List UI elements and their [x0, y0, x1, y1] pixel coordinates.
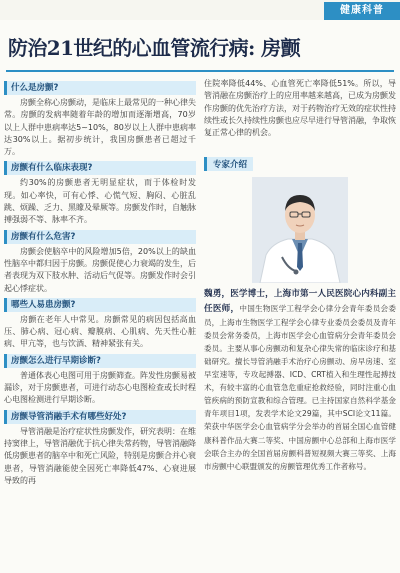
section-symptoms [4, 161, 196, 226]
article-headline: 防治21世纪的心血管流行病: 房颤 [8, 36, 300, 60]
expert-bio [204, 287, 396, 472]
continued-text: 住院率降低44%、心血管死亡率降低51%。所以，导管消融在房颤治疗上的应用率越来越高，已成为房颤发作房颤的优先治疗方法，对于药物治疗无效的症状性持续性或长久持续性房颤也应尽早进行导管消融，争取恢复正常心律的机会。 [204, 79, 396, 138]
doctor-portrait-icon [252, 177, 348, 283]
section-text: 约30%的房颤患者无明显症状，而于体检时发现。如心率快，可有心悸、心慌气短、胸闷、心脏乱跳、烦躁、乏力、黑矇及晕厥等。房颤发作时，自触脉搏强弱不等、脉率不齐。 [4, 178, 196, 225]
section-diagnosis [4, 354, 196, 407]
section-text: 导管消融是治疗症状性房颤发作，研究表明：在维持窦律上，导管消融优于抗心律失常药物，导管消融降低房颤患者的脑卒中和死亡风险，特别是房颤合并心衰患者，导管消融能使全因死亡率降低47%、心衰进展导致的再 [4, 426, 196, 485]
section-text: 房颤会使脑卒中的风险增加5倍，20%以上的缺血性脑卒中都归因于房颤。房颤促使心力衰竭的发生，后者表现为双下肢水肿、活动后气促等。房颤发作时会引起心悸症状。 [4, 246, 196, 293]
section-text: 房颤在老年人中常见。房颤常见的病因包括高血压、肺心病、冠心病、瓣膜病、心肌病、先天性心脏病、甲亢等，也与饮酒、精神紧张有关。 [4, 314, 196, 349]
doctor-portrait [252, 177, 348, 283]
section-risk-groups [4, 298, 196, 351]
expert-name: 魏勇，医学博士，上海市第一人民医院心内科副主任医师， [204, 289, 396, 314]
left-column [4, 78, 196, 570]
section-what-is-af [4, 81, 196, 158]
section-harms [4, 230, 196, 295]
right-column [204, 78, 396, 570]
section-heading: 房颤有什么危害? [4, 230, 196, 244]
section-heading: 房颤有什么临床表现? [4, 161, 196, 175]
section-ablation [4, 410, 196, 487]
section-text: 普通体表心电图可用于房颤筛查。阵发性房颤易被漏诊，对于房颤患者，可进行动态心电图检查或长时程心电图检测进行早期诊断。 [4, 370, 196, 405]
headline-divider [6, 70, 394, 72]
expert-bio-text: 中国生物医学工程学会心律分会青年委员会委员，上海市生物医学工程学会心律专业委员会委员及青年委员会常务委员，上海市医学会心血管病分会青年委员会委员。主要从事心房颤动和复杂心律失常的临床诊疗和基础研究。擅长导管消融手术治疗心房颤动、房早房速、室早室速等，专攻起搏器、ICD、CRT植入和生理性起搏技术，有较丰富的心血管急危重症抢救经验，同时注重心血管疾病的预防宣教和综合管理。已主持国家自然科学基金青年项目1项，发表学术论文29篇，其中SCI论文11篇。荣获中华医学会心血管病学分会举办的首届全国心血管健康科普作品大赛二等奖、中国房颤中心总部和上海市医学会联合主办的全国首届房颤科普短视频大赛三等奖、上海市房颤中心联盟颁发的房颤管理优秀工作者称号。 [204, 303, 396, 471]
column-tag: 健康科普 [324, 2, 400, 20]
section-heading: 哪些人易患房颤? [4, 298, 196, 312]
expert-intro-label: 专家介绍 [204, 157, 253, 171]
section-heading: 房颤怎么进行早期诊断? [4, 354, 196, 368]
section-text: 房颤全称心房颤动，是临床上最常见的一种心律失常。房颤的发病率随着年龄的增加而逐渐增高，70岁以上人群中患病率达5~10%，80岁以上人群中患病率达30%以上。据初步统计，我国房颤患者已超过千万。 [4, 98, 196, 157]
section-heading: 房颤导管消融手术有哪些好处? [4, 410, 196, 424]
section-heading: 什么是房颤? [4, 81, 196, 95]
